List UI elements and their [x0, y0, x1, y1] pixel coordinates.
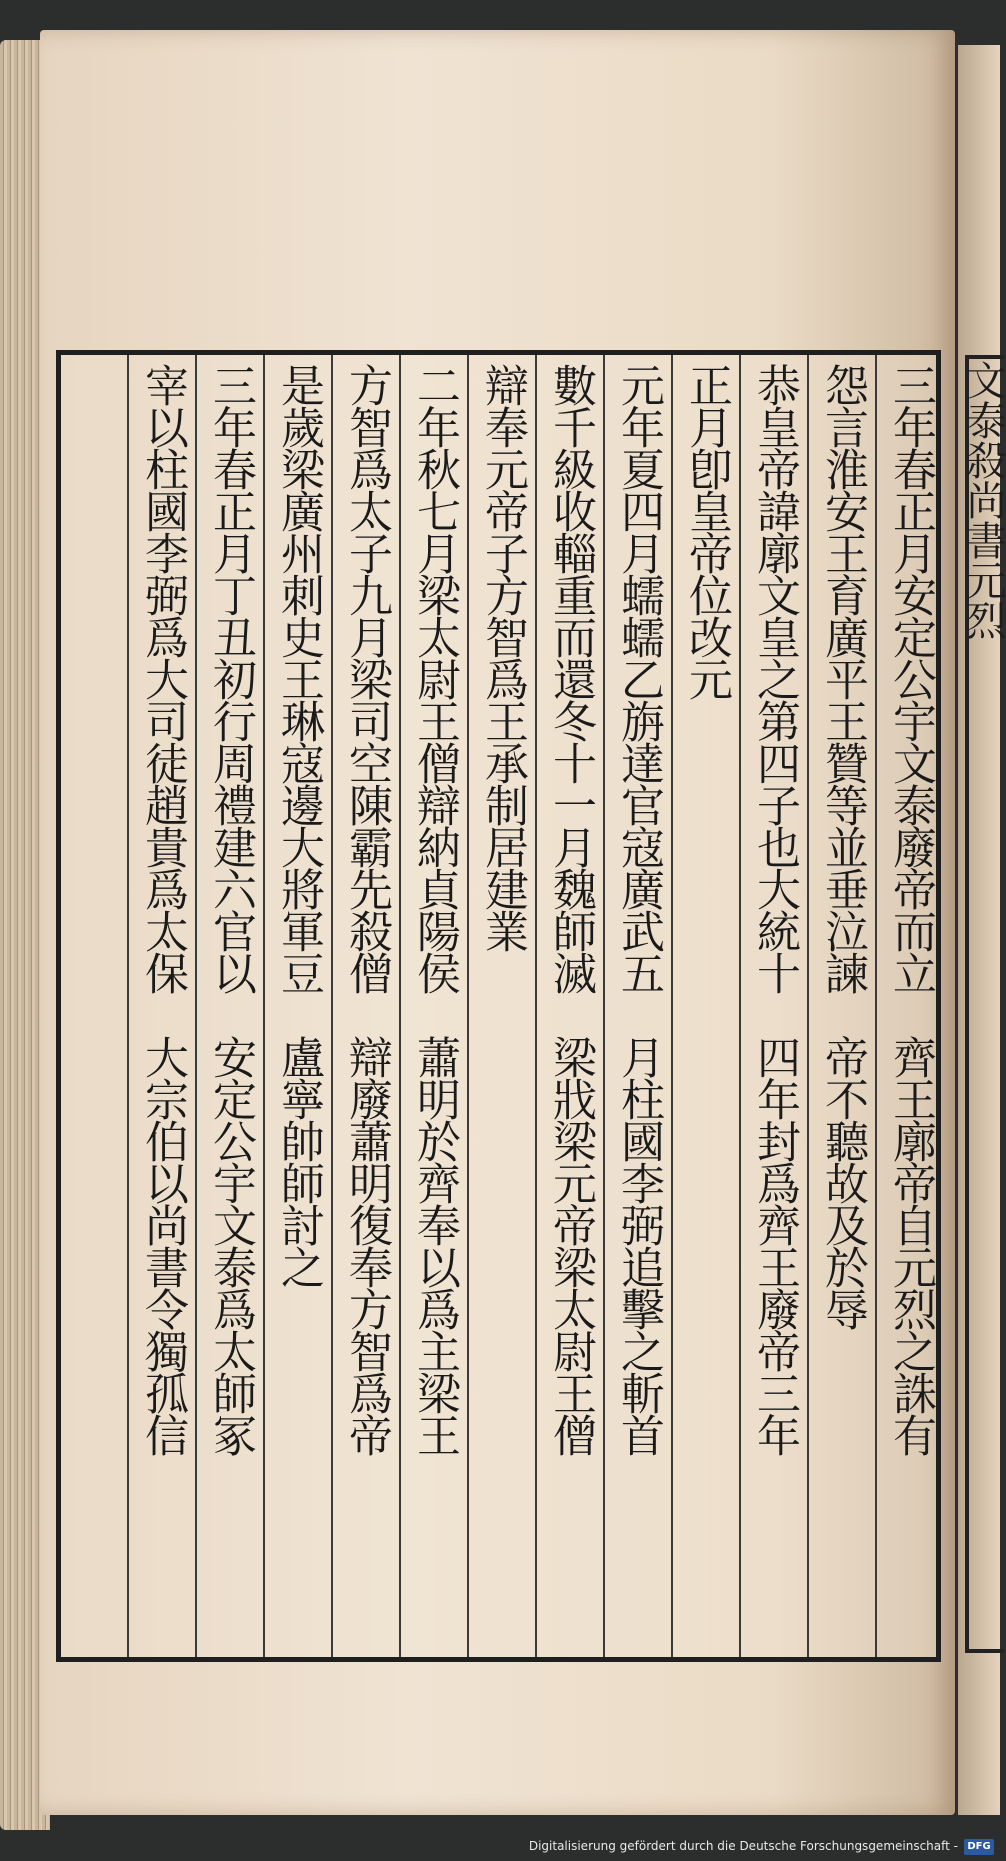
text-column-1: 三年春正月安定公宇文泰廢帝而立 齊王廓帝自元烈之誅有 — [885, 363, 936, 1455]
footer-bar — [0, 1831, 1000, 1861]
column-rule — [671, 355, 673, 1657]
text-frame — [56, 350, 941, 1662]
column-rule — [739, 355, 741, 1657]
text-column-4: 正月卽皇帝位改元 — [681, 363, 732, 699]
column-rule — [399, 355, 401, 1657]
column-rule — [875, 355, 877, 1657]
text-column-10: 是歲梁廣州刺史王琳寇邊大將軍豆 盧寧帥師討之 — [273, 363, 324, 1287]
funding-credit: Digitalisierung gefördert durch die Deutsche Forschungsgemeinschaft - — [528, 1839, 958, 1853]
column-rule — [603, 355, 605, 1657]
text-column-2: 怨言淮安王育廣平王贊等並垂泣諫 帝不聽故及於辱 — [817, 363, 868, 1329]
column-rule — [195, 355, 197, 1657]
text-column-3: 恭皇帝諱廓文皇之第四子也大統十 四年封爲齊王廢帝三年 — [749, 363, 800, 1455]
text-column-5: 元年夏四月蠕蠕乙旃達官寇廣武五 月柱國李弼追擊之斬首 — [613, 363, 664, 1455]
column-rule — [263, 355, 265, 1657]
text-column-6: 數千級收輜重而還冬十一月魏師滅 梁戕梁元帝梁太尉王僧 — [545, 363, 596, 1455]
column-rule — [331, 355, 333, 1657]
text-column-8: 二年秋七月梁太尉王僧辯納貞陽侯 蕭明於齊奉以爲主梁王 — [409, 363, 460, 1455]
text-column-7: 辯奉元帝子方智爲王承制居建業 — [477, 363, 528, 951]
text-column-12: 宰以柱國李弼爲大司徒趙貴爲太保 大宗伯以尚書令獨孤信 — [137, 363, 188, 1455]
column-rule — [535, 355, 537, 1657]
next-page-title: 文泰殺尚書元烈 — [960, 360, 1006, 640]
dfg-logo: DFG — [964, 1839, 994, 1855]
text-column-11: 三年春正月丁丑初行周禮建六官以 安定公宇文泰爲太師冢 — [205, 363, 256, 1455]
column-rule — [467, 355, 469, 1657]
column-rule — [127, 355, 129, 1657]
column-rule — [807, 355, 809, 1657]
text-column-9: 方智爲太子九月梁司空陳霸先殺僧 辯廢蕭明復奉方智爲帝 — [341, 363, 392, 1455]
